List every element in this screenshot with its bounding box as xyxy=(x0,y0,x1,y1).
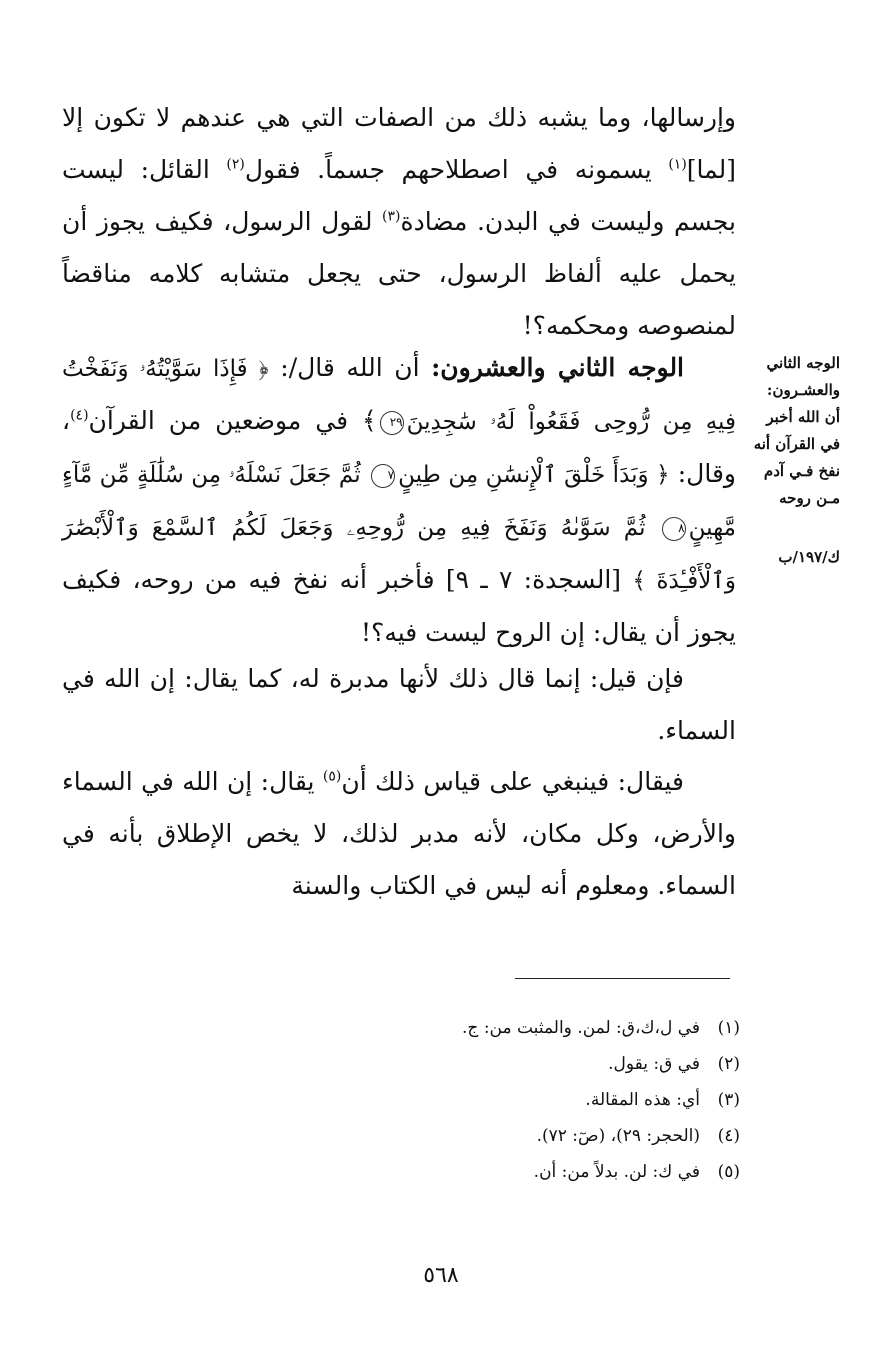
verse-number-marker: ٢٩ xyxy=(380,411,404,435)
quran-verse: ﴿ فَإِذَا سَوَّيْتُهُۥ وَنَفَخْتُ فِيهِ مِن رُّوحِى فَقَعُواْ لَهُۥ سَٰجِدِينَ xyxy=(62,356,736,435)
footnote-text: في ك: لن. بدلاً من: أن. xyxy=(533,1162,700,1182)
quran-verse: ثُمَّ سَوَّىٰهُ وَنَفَخَ فِيهِ مِن رُّوحِهِۦ وَجَعَلَ لَكُمُ ٱلسَّمْعَ وَٱلْأَبْصَٰرَ وَٱلْأَفْـِٔدَةَ ﴾ xyxy=(62,515,736,594)
paragraph-text: يقال: إن الله في السماء والأرض، وكل مكان، لأنه مدبر لذلك، لا يخص الإطلاق بأنه في السماء. ومعلوم أنه ليس في الكتاب والسنة xyxy=(62,767,736,900)
verse-number-marker: ٨ xyxy=(662,517,686,541)
body-paragraph-3 xyxy=(62,653,736,757)
footnote-item xyxy=(300,1154,740,1190)
body-paragraph-2 xyxy=(62,342,736,659)
footnote-text: (الحجر: ٢٩)، (صٓ: ٧٢). xyxy=(536,1126,700,1146)
footnotes-list xyxy=(300,1010,740,1190)
paragraph-text: أن الله قال/: xyxy=(268,353,432,382)
paragraph-text: [السجدة: ٧ ـ ٩] فأخبر أنه نفخ فيه من روحه، فكيف يجوز أن يقال: إن الروح ليست فيه؟! xyxy=(62,565,736,647)
footnote-text: في ل،ك،ق: لمن. والمثبت من: ج. xyxy=(462,1018,700,1038)
paragraph-text: ﴾ في موضعين من القرآن xyxy=(88,406,377,435)
paragraph-text: فيقال: فينبغي على قياس ذلك أن xyxy=(341,767,684,796)
footnote-item xyxy=(300,1010,740,1046)
paragraph-text: يسمونه في اصطلاحهم جسماً. فقول xyxy=(244,155,669,184)
footnote-ref-5[interactable]: (٥) xyxy=(322,768,342,785)
paragraph-text: القائل: ليست بجسم وليست في البدن. مضادة xyxy=(62,155,736,236)
paragraph-text: لقول الرسول، فكيف يجوز أن يحمل عليه ألفاظ الرسول، حتى يجعل متشابه كلامه مناقضاً لمنصوصه ومحكمه؟! xyxy=(62,207,736,340)
body-paragraph-1 xyxy=(62,92,736,352)
footnote-ref-4[interactable]: (٤) xyxy=(70,407,89,424)
footnote-item xyxy=(300,1118,740,1154)
footnote-number: (١) xyxy=(717,1018,740,1038)
paragraph-text: فإن قيل: إنما قال ذلك لأنها مدبرة له، كما يقال: إن الله في السماء. xyxy=(62,664,736,745)
body-paragraph-4 xyxy=(62,756,736,912)
quran-verse: ﴿ وَبَدَأَ خَلْقَ ٱلْإِنسَٰنِ مِن طِينٍ xyxy=(398,462,670,488)
quran-verse: ثُمَّ جَعَلَ نَسْلَهُۥ مِن سُلَٰلَةٍ مِّن مَّآءٍ مَّهِينٍ xyxy=(62,462,736,541)
footnote-ref-3[interactable]: (٣) xyxy=(382,208,401,225)
footnote-ref-2[interactable]: (٢) xyxy=(226,156,245,173)
paragraph-text: وإرسالها، وما يشبه ذلك من الصفات التي هي عندهم لا تكون إلا [لما] xyxy=(62,103,736,184)
footnote-text: في ق: يقول. xyxy=(608,1054,700,1074)
footnote-number: (٥) xyxy=(717,1162,740,1182)
footnote-ref-1[interactable]: (١) xyxy=(668,156,687,173)
section-heading-inline: الوجه الثاني والعشرون: xyxy=(431,353,685,382)
page-number: ٥٦٨ xyxy=(423,1263,459,1288)
footnote-number: (٣) xyxy=(717,1090,740,1110)
footnote-item xyxy=(300,1082,740,1118)
footnote-divider xyxy=(515,978,730,979)
verse-number-marker: ٧ xyxy=(371,464,395,488)
footnote-number: (٢) xyxy=(717,1054,740,1074)
footnote-text: أي: هذه المقالة. xyxy=(585,1090,700,1110)
manuscript-folio-ref: ك/١٩٧/ب xyxy=(778,548,840,566)
footnote-number: (٤) xyxy=(717,1126,740,1146)
margin-note: الوجه الثاني والعشـرون: أن الله أخبر في القرآن أنه نفخ فـي آدم مـن روحه xyxy=(753,354,840,507)
paragraph-text: ، وقال: xyxy=(62,406,736,488)
footnote-item xyxy=(300,1046,740,1082)
